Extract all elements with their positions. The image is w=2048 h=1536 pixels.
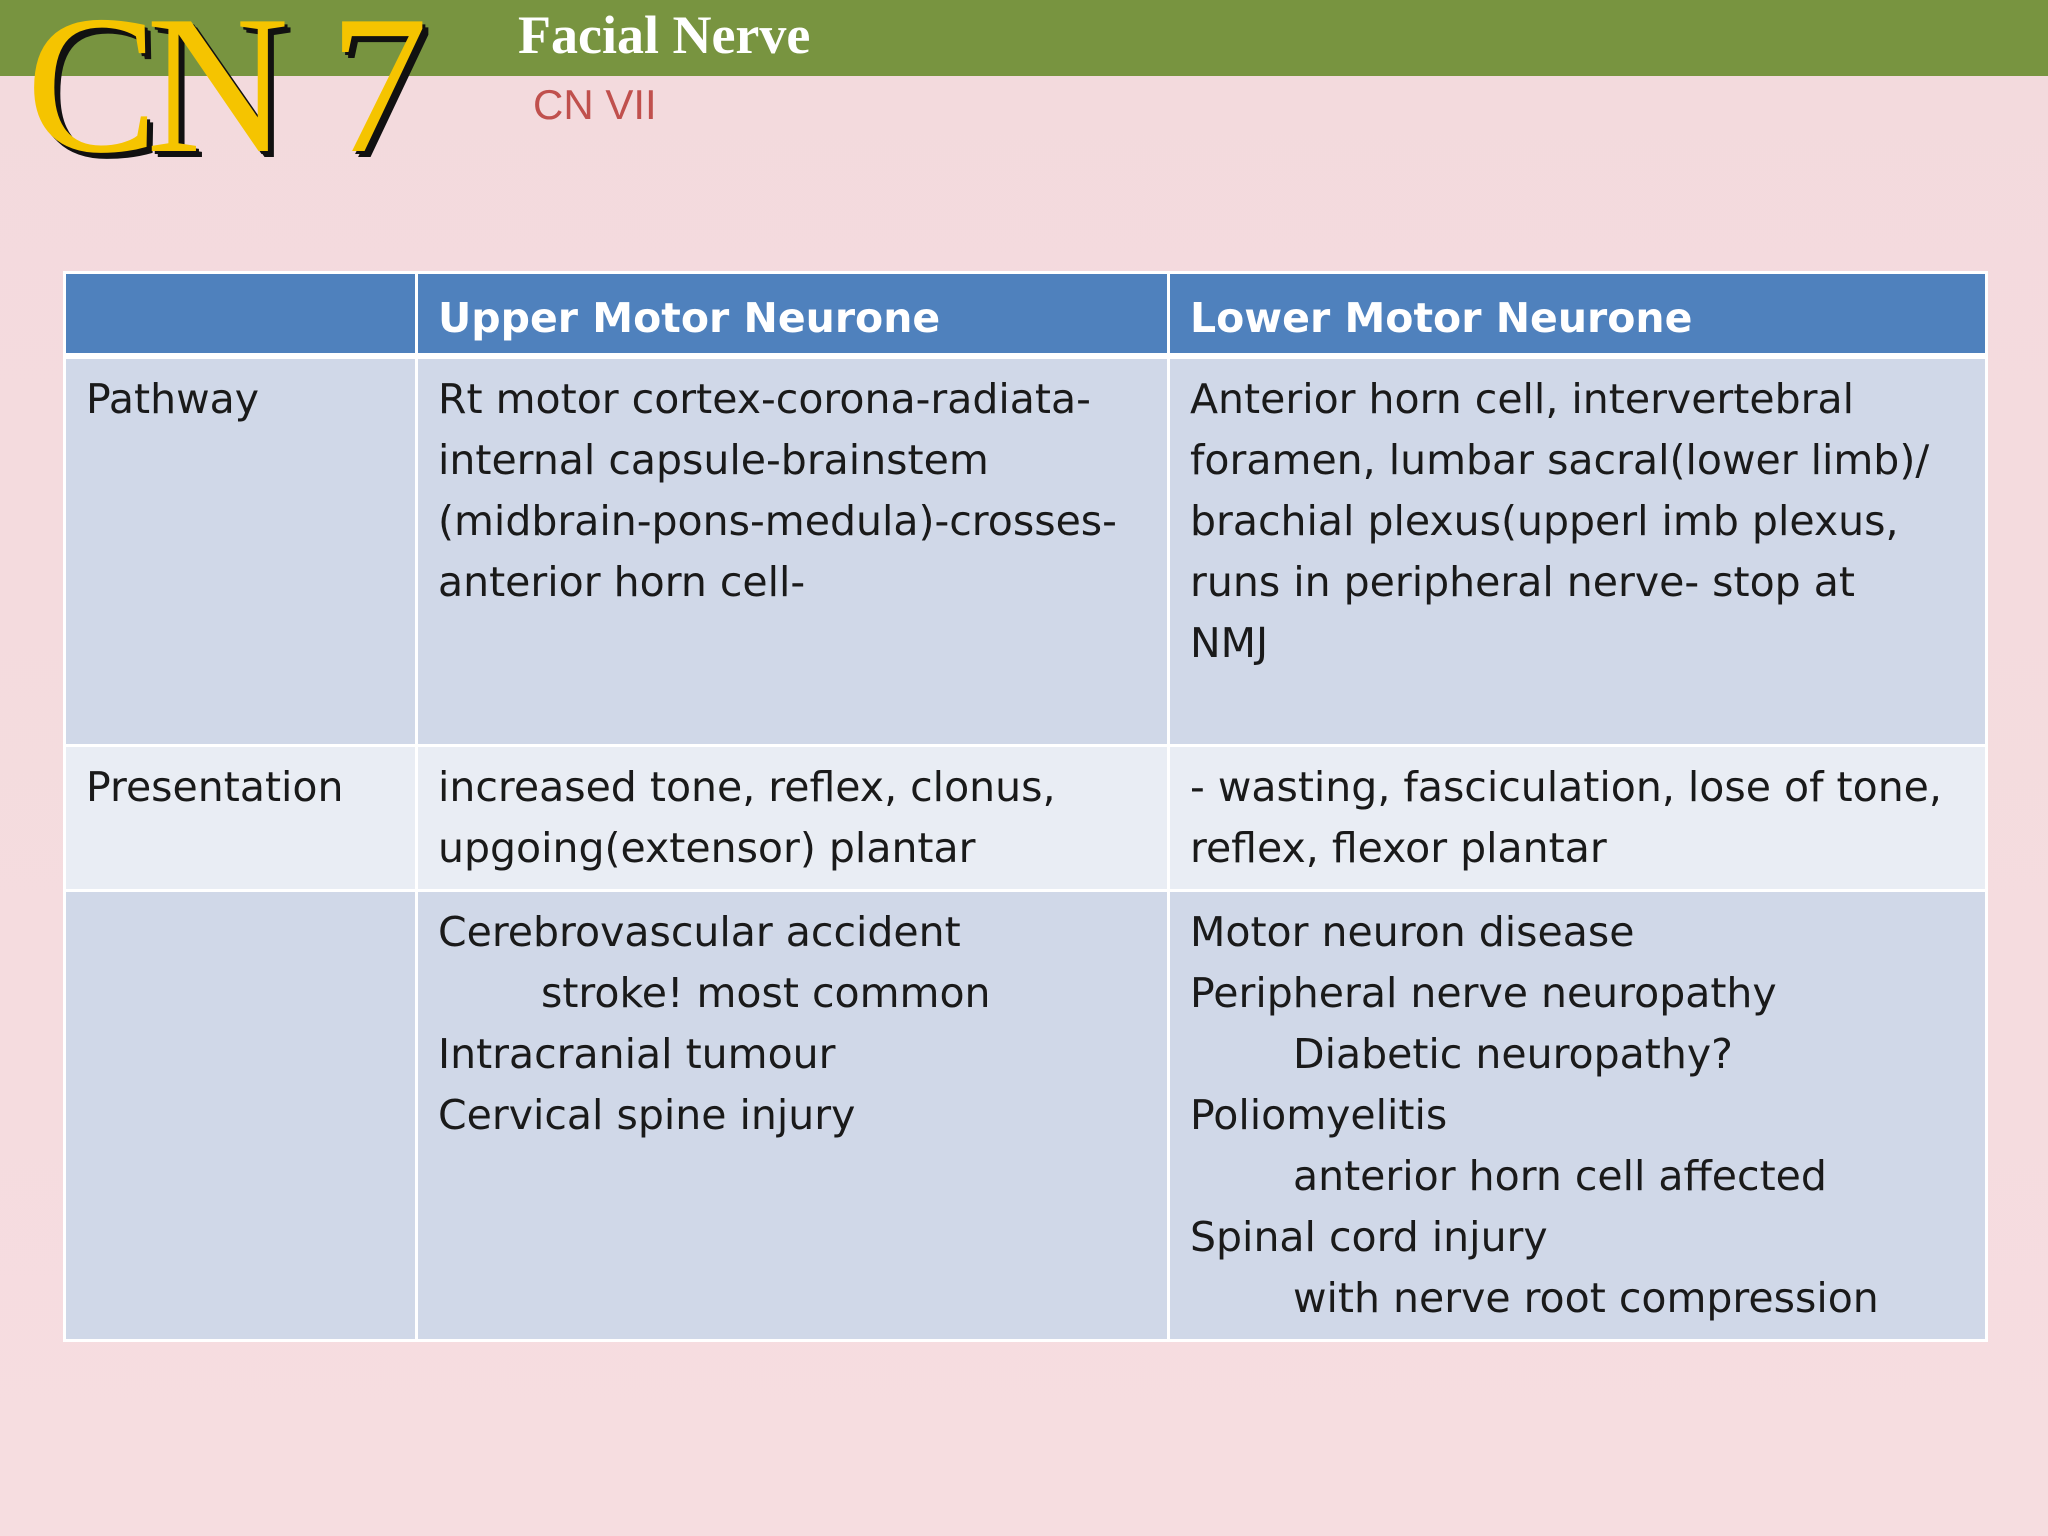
text-line: Poliomyelitis <box>1190 1091 1448 1139</box>
header-cell-upper-motor-neurone: Upper Motor Neurone <box>417 273 1169 357</box>
text-line: Cervical spine injury <box>438 1091 856 1139</box>
text-line: Motor neuron disease <box>1190 908 1635 956</box>
text-line: (midbrain-pons-medula)-crosses- <box>438 497 1117 545</box>
text-line-indented: stroke! most common <box>541 969 991 1017</box>
text-line: runs in peripheral nerve- stop at <box>1190 558 1855 606</box>
causes-lmn-cell <box>1169 891 1987 1341</box>
text-line: upgoing(extensor) plantar <box>438 824 976 872</box>
subtitle: CN VII <box>533 81 657 128</box>
presentation-umn-cell <box>417 746 1169 891</box>
cn-number: 7 <box>329 0 417 194</box>
table-row-presentation <box>65 746 1987 891</box>
text-line: brachial plexus(upperl imb plexus, <box>1190 497 1899 545</box>
causes-umn-cell <box>417 891 1169 1341</box>
cn-label: CN <box>26 0 278 194</box>
text-line: internal capsule-brainstem <box>438 436 989 484</box>
text-line-indented: Diabetic neuropathy? <box>1293 1030 1733 1078</box>
text-line: Cerebrovascular accident <box>438 908 961 956</box>
text-line: Anterior horn cell, intervertebral <box>1190 375 1854 423</box>
row-label-causes <box>65 891 417 1341</box>
row-label-pathway: Pathway <box>65 356 417 746</box>
table-header-row <box>65 273 1987 357</box>
text-line: reflex, flexor plantar <box>1190 824 1607 872</box>
header-cell-lower-motor-neurone: Lower Motor Neurone <box>1169 273 1987 357</box>
text-line: - wasting, fasciculation, lose of tone, <box>1190 763 1942 811</box>
presentation-lmn-cell <box>1169 746 1987 891</box>
pathway-umn-cell <box>417 356 1169 746</box>
text-line: Intracranial tumour <box>438 1030 836 1078</box>
table-row-causes <box>65 891 1987 1341</box>
text-line: NMJ <box>1190 619 1269 667</box>
text-line-indented: with nerve root compression <box>1293 1274 1879 1322</box>
text-line-indented: anterior horn cell affected <box>1293 1152 1827 1200</box>
text-line: Peripheral nerve neuropathy <box>1190 969 1777 1017</box>
text-line: Spinal cord injury <box>1190 1213 1548 1261</box>
text-line: anterior horn cell- <box>438 558 806 606</box>
text-line: increased tone, reflex, clonus, <box>438 763 1056 811</box>
text-line: Rt motor cortex-corona-radiata- <box>438 375 1091 423</box>
header-cell-empty <box>65 273 417 357</box>
umn-lmn-comparison-table <box>63 271 1988 1342</box>
row-label-presentation: Presentation <box>65 746 417 891</box>
text-line: foramen, lumbar sacral(lower limb)/ <box>1190 436 1930 484</box>
slide-title <box>26 0 417 194</box>
subject-heading: Facial Nerve <box>518 5 811 65</box>
pathway-lmn-cell <box>1169 356 1987 746</box>
table-row-pathway <box>65 356 1987 746</box>
